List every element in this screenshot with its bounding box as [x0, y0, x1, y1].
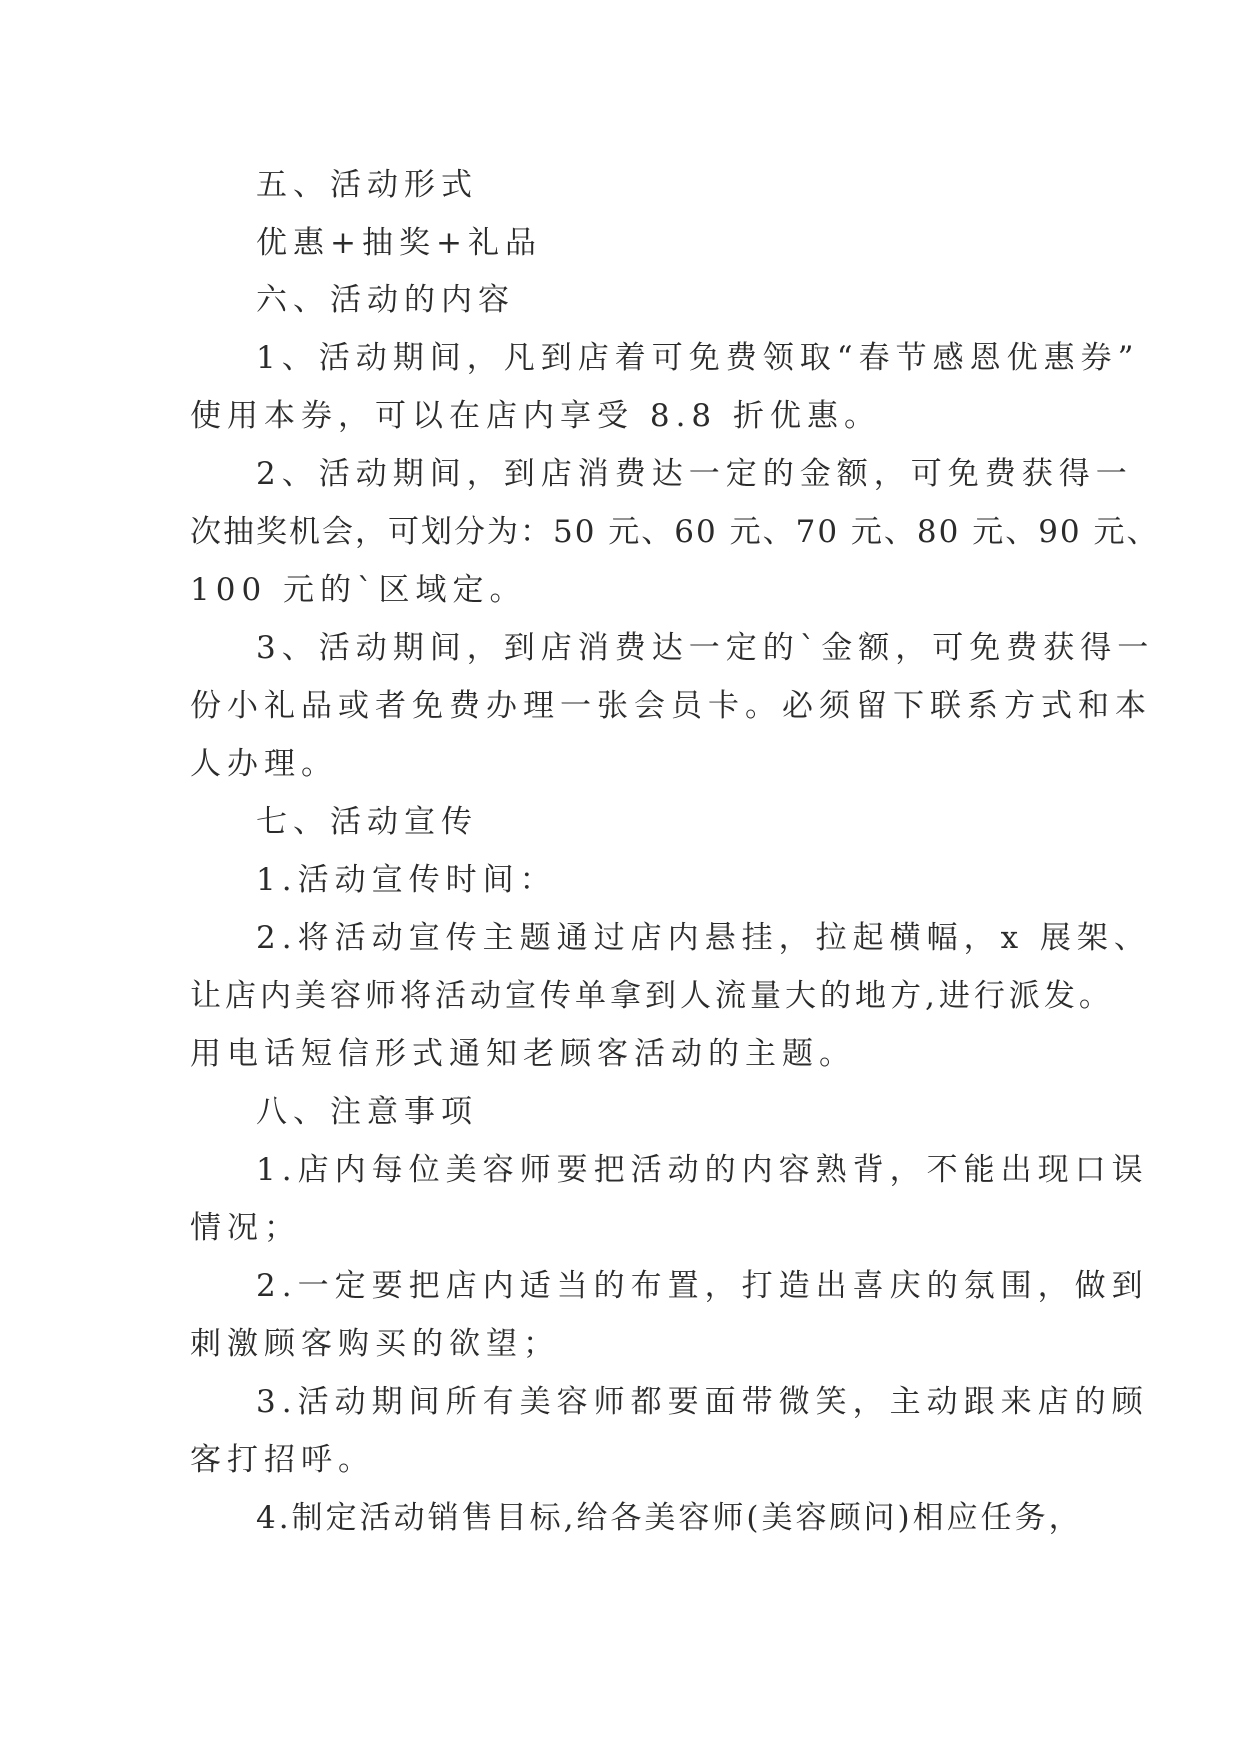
- paragraph-line: 1.活动宣传时间：: [256, 862, 557, 898]
- paragraph-line: 份小礼品或者免费办理一张会员卡。必须留下联系方式和本: [190, 688, 1152, 724]
- paragraph-line: 3、活动期间，到店消费达一定的`金额，可免费获得一: [256, 630, 1155, 666]
- section-heading-activity-content: 六、活动的内容: [256, 282, 515, 318]
- paragraph-line: 2.一定要把店内适当的布置，打造出喜庆的氛围，做到: [256, 1268, 1149, 1304]
- section-heading-notes: 八、注意事项: [256, 1094, 478, 1130]
- paragraph-line: 2.将活动宣传主题通过店内悬挂，拉起横幅，x 展架、: [256, 920, 1151, 956]
- section-heading-activity-form: 五、活动形式: [256, 167, 478, 203]
- paragraph-line: 优惠+抽奖+礼品: [256, 225, 542, 261]
- paragraph-line: 1、活动期间，凡到店着可免费领取“春节感恩优惠券”: [256, 340, 1140, 376]
- paragraph-line: 让店内美容师将活动宣传单拿到人流量大的地方,进行派发。: [190, 978, 1114, 1014]
- paragraph-line: 4.制定活动销售目标,给各美容师(美容顾问)相应任务，: [256, 1500, 1083, 1536]
- paragraph-line: 客打招呼。: [190, 1442, 375, 1478]
- paragraph-line: 1.店内每位美容师要把活动的内容熟背，不能出现口误: [256, 1152, 1149, 1188]
- paragraph-line: 3.活动期间所有美容师都要面带微笑，主动跟来店的顾: [256, 1384, 1149, 1420]
- paragraph-line: 人办理。: [190, 746, 338, 782]
- paragraph-line: 用电话短信形式通知老顾客活动的主题。: [190, 1036, 856, 1072]
- paragraph-line: 刺激顾客购买的欲望；: [190, 1326, 560, 1362]
- paragraph-line: 情况；: [190, 1210, 301, 1246]
- paragraph-line: 100 元的`区域定。: [190, 572, 527, 608]
- section-heading-activity-promotion: 七、活动宣传: [256, 804, 478, 840]
- paragraph-line: 使用本券，可以在店内享受 8.8 折优惠。: [190, 398, 882, 434]
- paragraph-line: 次抽奖机会，可划分为：50 元、60 元、70 元、80 元、90 元、: [190, 514, 1160, 550]
- paragraph-line: 2、活动期间，到店消费达一定的金额，可免费获得一: [256, 456, 1133, 492]
